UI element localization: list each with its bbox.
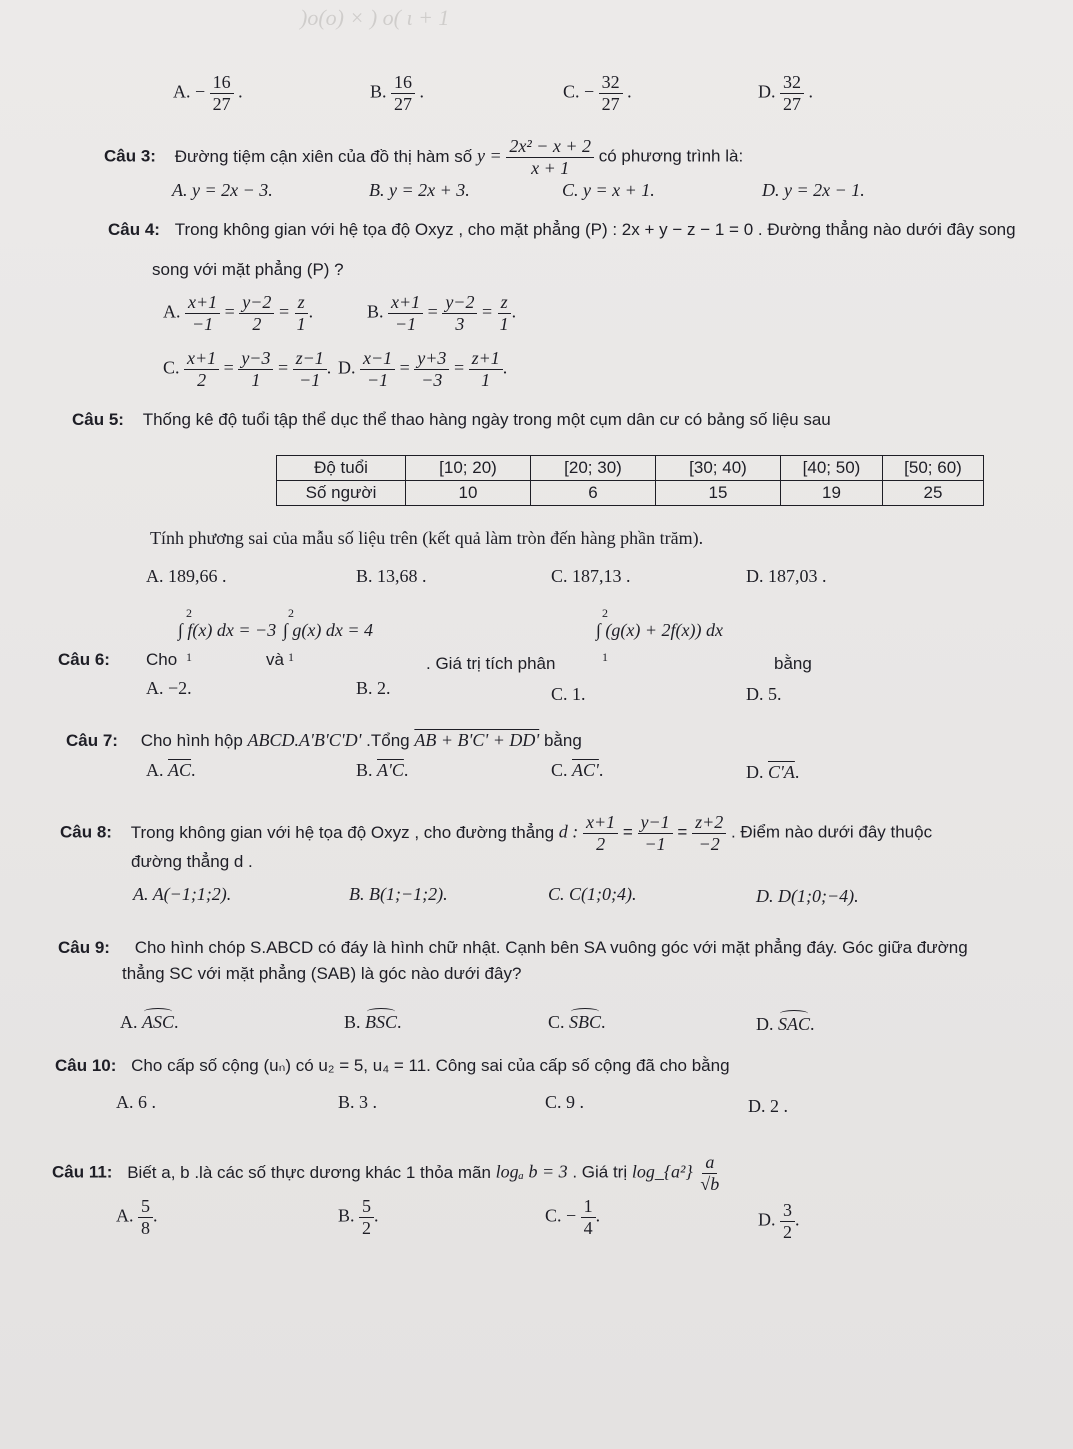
q9-stem: Câu 9: Cho hình chóp S.ABCD có đáy là hình chữ nhật. Cạnh bên SA vuông góc với mặt phẳng đáy. Góc giữa đường	[58, 938, 968, 957]
q11-option-a[interactable]: A. $\frac{5}{8}$ .	[116, 1196, 158, 1238]
table-header-cell: Số người	[277, 481, 406, 506]
q11-option-b[interactable]: B. $\frac{5}{2}$ .	[338, 1196, 379, 1238]
q6-int2-upper: 2	[288, 606, 294, 620]
q5-option-d[interactable]: D. 187,03 .	[746, 566, 827, 586]
q6-word-va: và	[266, 650, 284, 669]
q8-option-c[interactable]: C. C(1;0;4).	[548, 884, 637, 904]
table-cell: 6	[531, 481, 656, 506]
q8-option-b[interactable]: B. B(1;−1;2).	[349, 884, 448, 904]
q6-word-gia-tri: . Giá trị tích phân	[426, 654, 556, 673]
q6-word-bang: bằng	[774, 654, 812, 673]
q6-integral-f: ∫ f(x) dx = −3	[178, 620, 277, 640]
q3-option-b[interactable]: B. y = 2x + 3.	[369, 180, 470, 200]
q3-option-c[interactable]: C. y = x + 1.	[562, 180, 655, 200]
q8-option-d[interactable]: D. D(1;0;−4).	[756, 886, 859, 906]
question-number: Câu 5:	[72, 410, 124, 429]
q7-option-d[interactable]: D. C'A.	[746, 762, 800, 782]
q7-stem: Câu 7: Cho hình hộp ABCD.A'B'C'D' .Tổng AB + B'C' + DD' bằng	[66, 730, 582, 750]
q3-stem: Câu 3: Đường tiệm cận xiên của đồ thị hàm số y = $\frac{\text{2x² − x + 2}}{x + 1}$ có phương trình là:	[104, 136, 744, 178]
q8-option-a[interactable]: A. A(−1;1;2).	[133, 884, 232, 904]
q6-int1-upper: 2	[186, 606, 192, 620]
q5-option-a[interactable]: A. 189,66 .	[146, 566, 227, 586]
q9-option-d[interactable]: D. SAC.	[756, 1010, 815, 1035]
table-cell: [20; 30)	[531, 456, 656, 481]
q5-data-table	[276, 455, 984, 506]
q3-option-d[interactable]: D. y = 2x − 1.	[762, 180, 865, 200]
q4-option-b[interactable]: B. $\frac{x+1}{-1}$ = $\frac{y-2}{3}$ = $\frac{z}{1}$ .	[367, 292, 517, 334]
q11-option-c[interactable]: C. − $\frac{1}{4}$ .	[545, 1196, 601, 1238]
question-number: Câu 3:	[104, 146, 156, 166]
question-number: Câu 9:	[58, 938, 110, 957]
table-header-cell: Độ tuổi	[277, 456, 406, 481]
q10-option-d[interactable]: D. 2 .	[748, 1096, 788, 1116]
q6-int2-lower: 1	[288, 650, 294, 664]
q7-option-b[interactable]: B. A'C.	[356, 760, 409, 780]
q4-stem: Câu 4: Trong không gian với hệ tọa độ Oxyz , cho mặt phẳng (P) : 2x + y − z − 1 = 0 . Đường thẳng nào dưới đây song	[108, 220, 1016, 239]
q4-option-c[interactable]: C. $\frac{x+1}{2}$ = $\frac{y-3}{1}$ = $\frac{z-1}{-1}$ .	[163, 348, 332, 390]
question-number: Câu 8:	[60, 822, 112, 842]
q7-option-a[interactable]: A. $\overline{AC}$.	[146, 760, 196, 780]
q6-int3-lower: 1	[602, 650, 608, 664]
question-number: Câu 10:	[55, 1056, 117, 1075]
q8-stem-line2: đường thẳng d .	[131, 852, 253, 871]
q4-stem-line2: song với mặt phẳng (P) ?	[152, 260, 344, 279]
q8-stem: Câu 8: Trong không gian với hệ tọa độ Oxyz , cho đường thẳng d : $\frac{x+1}{2}$ = $\frac{y-1}{-1}$ = $\frac{z+2}{-2}$ . Điểm nào dưới đây thuộc	[60, 812, 933, 854]
q10-option-c[interactable]: C. 9 .	[545, 1092, 585, 1112]
question-number: Câu 11:	[52, 1162, 113, 1182]
q9-option-c[interactable]: C. SBC.	[548, 1008, 606, 1033]
q6-integral-g: ∫ g(x) dx = 4	[283, 620, 374, 640]
q10-stem: Câu 10: Cho cấp số cộng (uₙ) có u₂ = 5, u₄ = 11. Công sai của cấp số cộng đã cho bằng	[55, 1056, 730, 1075]
q6-int3-upper: 2	[602, 606, 608, 620]
q6-integral-sum: ∫ (g(x) + 2f(x)) dx	[596, 620, 724, 640]
q9-option-a[interactable]: A. ASC.	[120, 1008, 179, 1033]
option-letter: A.	[173, 81, 191, 102]
q2-option-d[interactable]: D. $\frac{32}{27}$ .	[758, 72, 813, 114]
question-number: Câu 4:	[108, 220, 160, 239]
q9-option-b[interactable]: B. BSC.	[344, 1008, 402, 1033]
q5-option-b[interactable]: B. 13,68 .	[356, 566, 427, 586]
bleed-through-text: )ο(ο) × ) ο( ι + 1	[300, 5, 450, 30]
q6-option-a[interactable]: A. −2.	[146, 678, 192, 698]
table-cell: 10	[406, 481, 531, 506]
q4-option-a[interactable]: A. $\frac{x+1}{-1}$ = $\frac{y-2}{2}$ = $\frac{z}{1}$ .	[163, 292, 314, 334]
table-cell: [30; 40)	[656, 456, 781, 481]
table-cell: 15	[656, 481, 781, 506]
q10-option-a[interactable]: A. 6 .	[116, 1092, 156, 1112]
q6-option-b[interactable]: B. 2.	[356, 678, 391, 698]
table-cell: [10; 20)	[406, 456, 531, 481]
q3-option-a[interactable]: A. y = 2x − 3.	[172, 180, 273, 200]
q5-stem: Câu 5: Thống kê độ tuổi tập thể dục thể thao hàng ngày trong một cụm dân cư có bảng số liệu sau	[72, 410, 831, 429]
q6-option-d[interactable]: D. 5.	[746, 684, 782, 704]
question-number: Câu 6:	[58, 650, 110, 669]
q10-option-b[interactable]: B. 3 .	[338, 1092, 378, 1112]
q11-option-d[interactable]: D. $\frac{3}{2}$ .	[758, 1200, 800, 1242]
q6-int1-lower: 1	[186, 650, 192, 664]
q6-option-c[interactable]: C. 1.	[551, 684, 586, 704]
table-row	[277, 481, 984, 506]
table-row	[277, 456, 984, 481]
q5-question: Tính phương sai của mẫu số liệu trên (kết quả làm tròn đến hàng phần trăm).	[150, 528, 704, 548]
q7-option-c[interactable]: C. AC'.	[551, 760, 604, 780]
q2-option-a[interactable]: A. − $\frac{16}{27}$ .	[173, 72, 243, 114]
table-cell: 19	[781, 481, 883, 506]
q2-option-b[interactable]: B. $\frac{16}{27}$ .	[370, 72, 425, 114]
q2-option-c[interactable]: C. − $\frac{32}{27}$ .	[563, 72, 632, 114]
table-cell: [40; 50)	[781, 456, 883, 481]
table-cell: [50; 60)	[883, 456, 984, 481]
q11-stem: Câu 11: Biết a, b .là các số thực dương khác 1 thỏa mãn logₐ b = 3 . Giá trị log_{a²} $\frac{a}{√b}$	[52, 1152, 720, 1194]
table-cell: 25	[883, 481, 984, 506]
q9-stem-line2: thẳng SC với mặt phẳng (SAB) là góc nào dưới đây?	[122, 964, 522, 983]
question-number: Câu 7:	[66, 731, 118, 750]
q6-word-cho: Cho	[146, 650, 178, 669]
q5-option-c[interactable]: C. 187,13 .	[551, 566, 631, 586]
q4-option-d[interactable]: D. $\frac{x-1}{-1}$ = $\frac{y+3}{-3}$ = $\frac{z+1}{1}$ .	[338, 348, 508, 390]
